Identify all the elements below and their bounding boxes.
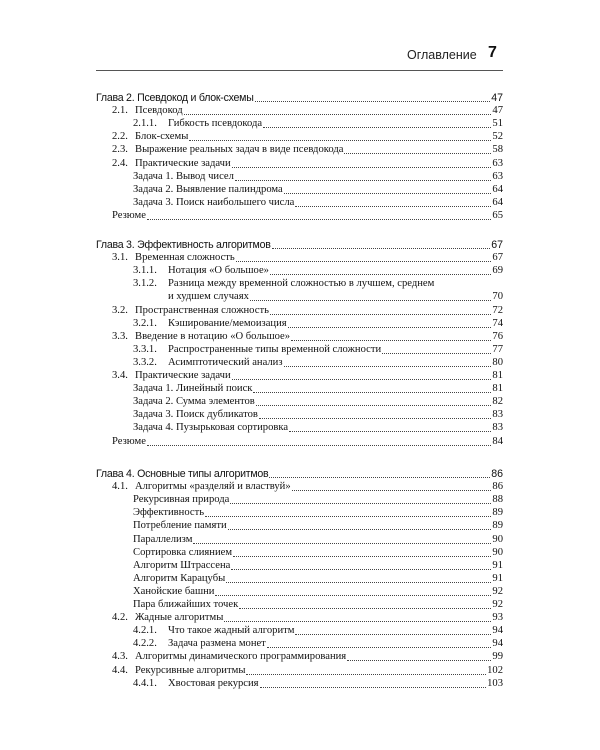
toc-entry (0, 330, 600, 344)
toc-entry (0, 637, 600, 651)
toc-entry-page: 82 (492, 396, 503, 408)
toc-entry-title: Разница между временной сложностью в лучшем, среднем (168, 278, 435, 290)
leader-dots (292, 480, 491, 491)
toc-entry-page: 91 (492, 572, 503, 584)
toc-entry-page: 92 (492, 585, 503, 597)
toc-entry (0, 533, 600, 547)
toc-entry-page: 83 (492, 422, 503, 434)
leader-dots (270, 264, 491, 275)
leader-dots (344, 143, 491, 154)
toc-entry-title: Задача 1. Вывод чисел (133, 170, 234, 182)
toc-entry-page: 103 (487, 677, 503, 689)
toc-entry-page: 89 (492, 520, 503, 532)
toc-entry-number: 3.2. (112, 304, 128, 316)
leader-dots (260, 677, 486, 688)
toc-entry (0, 546, 600, 560)
leader-dots (236, 251, 491, 262)
leader-dots (246, 664, 486, 675)
leader-dots (256, 395, 491, 406)
toc-entry-page: 52 (492, 131, 503, 143)
toc-entry (0, 130, 600, 144)
toc-entry-number: 3.2.1. (133, 317, 157, 329)
toc-entry-title: Асимптотический анализ (168, 356, 283, 368)
toc-entry-page: 84 (492, 435, 503, 447)
toc-entry-page: 47 (492, 105, 503, 117)
leader-dots (272, 238, 490, 249)
leader-dots (230, 493, 491, 504)
toc-entry-number: 3.1.1. (133, 265, 157, 277)
toc-entry-page: 90 (492, 546, 503, 558)
toc-entry (0, 435, 600, 449)
leader-dots (232, 369, 491, 380)
toc-entry (0, 157, 600, 171)
toc-entry-page: 94 (492, 638, 503, 650)
toc-entry (0, 264, 600, 278)
toc-entry-number: 3.3.2. (133, 356, 157, 368)
toc-entry (0, 304, 600, 318)
toc-entry-number: 2.4. (112, 157, 128, 169)
toc-entry-title: Рекурсивные алгоритмы (135, 664, 246, 676)
toc-entry-page: 81 (492, 383, 503, 395)
toc-entry (0, 395, 600, 409)
toc-entry-title: Рекурсивная природа (133, 494, 230, 506)
toc-entry-title: Глава 2. Псевдокод и блок-схемы (96, 92, 254, 104)
toc-entry (0, 196, 600, 210)
leader-dots (231, 559, 491, 570)
toc-entry-title: Жадные алгоритмы (135, 612, 224, 624)
toc-entry-title: Временная сложность (135, 252, 235, 264)
leader-dots (269, 467, 490, 478)
toc-entry (0, 170, 600, 184)
toc-entry-title: Алгоритм Штрассена (133, 559, 231, 571)
leader-dots (255, 91, 490, 102)
toc-entry (0, 585, 600, 599)
toc-entry-page: 86 (491, 468, 503, 480)
toc-chapter-entry (0, 467, 600, 481)
toc-entry (0, 104, 600, 118)
toc-entry-number: 2.2. (112, 131, 128, 143)
toc-entry (0, 506, 600, 520)
toc-entry-number: 3.4. (112, 370, 128, 381)
toc-entry-page: 67 (491, 239, 503, 251)
toc-entry-title: Резюме (112, 435, 146, 447)
toc-entry-number: 4.2.1. (133, 625, 157, 637)
toc-entry-number: 3.1.2. (133, 278, 157, 290)
leader-dots (233, 546, 491, 557)
toc-entry-page: 81 (492, 370, 503, 381)
toc-entry (0, 572, 600, 586)
toc-entry-title: Выражение реальных задач в виде псевдокода (135, 144, 344, 156)
toc-entry-number: 4.3. (112, 651, 128, 663)
toc-entry-title: Алгоритмы «разделяй и властвуй» (135, 481, 291, 493)
leader-dots (295, 624, 491, 635)
toc-entry (0, 183, 600, 197)
leader-dots (288, 317, 491, 328)
toc-entry-number: 3.1. (112, 252, 128, 264)
toc-entry (0, 143, 600, 157)
leader-dots (232, 157, 491, 168)
toc-entry (0, 382, 600, 396)
toc-entry-page: 51 (492, 118, 503, 130)
toc-entry (0, 493, 600, 507)
toc-entry-page: 69 (492, 265, 503, 277)
toc-entry (0, 624, 600, 638)
leader-dots (270, 304, 491, 315)
leader-dots (291, 330, 491, 341)
toc-entry (0, 598, 600, 612)
toc-entry-page: 90 (492, 533, 503, 545)
toc-entry-page: 64 (492, 183, 503, 195)
toc-entry (0, 343, 600, 357)
toc-entry-page: 77 (492, 343, 503, 355)
toc-entry-title: Алгоритм Карацубы (133, 572, 226, 584)
toc-entry-page: 88 (492, 494, 503, 506)
toc-entry-title: Хвостовая рекурсия (168, 677, 259, 689)
toc-entry-title: Задача 1. Линейный поиск (133, 383, 253, 395)
leader-dots (224, 611, 491, 622)
toc-entry-page: 72 (492, 304, 503, 316)
toc-entry (0, 317, 600, 331)
toc-entry-title: Алгоритмы динамического программирования (135, 651, 347, 663)
toc-entry-title: Потребление памяти (133, 520, 227, 532)
toc-entry (0, 677, 600, 691)
leader-dots (147, 435, 491, 446)
toc-entry-title: Сортировка слиянием (133, 546, 233, 558)
toc-entry-page: 102 (487, 664, 503, 676)
toc-entry-title: Эффективность (133, 507, 205, 519)
toc-entry-page: 58 (492, 144, 503, 156)
toc-entry (0, 209, 600, 223)
leader-dots (226, 572, 491, 583)
toc-entry-title: Задача размена монет (168, 638, 266, 650)
toc-entry (0, 664, 600, 678)
toc-entry-page: 63 (492, 157, 503, 169)
toc-entry-title: Задача 3. Поиск дубликатов (133, 409, 258, 421)
toc-entry-number: 4.1. (112, 481, 128, 493)
toc-entry-title: Пара ближайших точек (133, 599, 239, 610)
leader-dots (239, 598, 491, 609)
toc-entry-number: 3.3.1. (133, 343, 157, 355)
toc-entry-page: 83 (492, 409, 503, 421)
toc-entry (0, 290, 600, 304)
toc-entry-page: 91 (492, 559, 503, 571)
toc-entry-page: 63 (492, 170, 503, 182)
toc-entry (0, 611, 600, 625)
toc-entry-title: Задача 4. Пузырьковая сортировка (133, 422, 289, 434)
toc-entry-title: и худшем случаях (168, 291, 249, 303)
toc-entry (0, 559, 600, 573)
toc-entry-page: 65 (492, 209, 503, 221)
toc-entry-page: 99 (492, 651, 503, 663)
toc-chapter-entry (0, 238, 600, 252)
toc-entry-title: Нотация «О большое» (168, 265, 269, 277)
toc-entry-page: 86 (492, 481, 503, 493)
toc-entry-title: Что такое жадный алгоритм (168, 625, 295, 637)
leader-dots (253, 382, 491, 393)
toc-entry-number: 4.4.1. (133, 677, 157, 689)
toc-entry (0, 421, 600, 435)
toc-entry-title: Пространственная сложность (135, 304, 269, 316)
toc-entry (0, 519, 600, 533)
leader-dots (215, 585, 491, 596)
toc-entry-title: Псевдокод (135, 105, 183, 117)
leader-dots (347, 650, 491, 661)
leader-dots (263, 117, 491, 128)
toc-entry-title: Практические задачи (135, 370, 231, 381)
toc-entry-title: Параллелизм (133, 533, 193, 545)
toc-entry-page: 47 (491, 92, 503, 104)
toc-entry-page: 89 (492, 507, 503, 519)
header-rule (96, 70, 503, 71)
leader-dots (284, 183, 491, 194)
toc-entry-title: Распространенные типы временной сложности (168, 343, 382, 355)
toc-entry-page: 64 (492, 196, 503, 208)
leader-dots (259, 408, 491, 419)
page-number: 7 (488, 44, 497, 61)
toc-entry-page: 93 (492, 612, 503, 624)
toc-entry-page: 74 (492, 317, 503, 329)
running-header-title: Оглавление (407, 48, 477, 62)
leader-dots (184, 104, 491, 115)
toc-entry (0, 251, 600, 265)
toc-entry-title: Глава 3. Эффективность алгоритмов (96, 239, 271, 251)
toc-chapter-entry (0, 91, 600, 105)
toc-entry-title: Блок-схемы (135, 131, 189, 143)
toc-entry-title: Ханойские башни (133, 585, 215, 597)
toc-entry-title: Резюме (112, 209, 146, 221)
toc-entry-title: Введение в нотацию «О большое» (135, 330, 291, 342)
leader-dots (147, 209, 491, 220)
leader-dots (289, 421, 491, 432)
toc-entry-title: Задача 2. Сумма элементов (133, 396, 255, 408)
toc-entry-title: Практические задачи (135, 157, 231, 169)
toc-entry-page: 70 (492, 291, 503, 303)
toc-entry-number: 2.1.1. (133, 118, 157, 130)
toc-entry-title: Задача 3. Поиск наибольшего числа (133, 196, 295, 208)
toc-entry-title: Гибкость псевдокода (168, 118, 263, 130)
toc-entry-page: 67 (492, 252, 503, 264)
leader-dots (228, 519, 491, 530)
toc-entry (0, 369, 600, 383)
toc-entry (0, 408, 600, 422)
leader-dots (284, 356, 491, 367)
toc-entry-number: 2.1. (112, 105, 128, 117)
leader-dots (205, 506, 491, 517)
toc-entry (0, 650, 600, 664)
toc-entry-title: Глава 4. Основные типы алгоритмов (96, 468, 269, 480)
toc-entry-page: 76 (492, 330, 503, 342)
toc-entry-title: Задача 2. Выявление палиндрома (133, 183, 283, 195)
toc-entry (0, 117, 600, 131)
leader-dots (193, 533, 491, 544)
toc-entry-number: 4.4. (112, 664, 128, 676)
toc-entry-number: 2.3. (112, 144, 128, 156)
toc-entry-number: 4.2. (112, 612, 128, 624)
toc-entry (0, 480, 600, 494)
toc-entry-page: 94 (492, 625, 503, 637)
toc-entry-page: 92 (492, 599, 503, 610)
toc-entry-number: 4.2.2. (133, 638, 157, 650)
leader-dots (382, 343, 491, 354)
toc-entry-page: 80 (492, 356, 503, 368)
leader-dots (295, 196, 491, 207)
leader-dots (250, 290, 491, 301)
toc-entry-number: 3.3. (112, 330, 128, 342)
leader-dots (235, 170, 491, 181)
leader-dots (267, 637, 491, 648)
toc-entry-title: Кэширование/мемоизация (168, 317, 287, 329)
leader-dots (189, 130, 491, 141)
toc-entry (0, 356, 600, 370)
